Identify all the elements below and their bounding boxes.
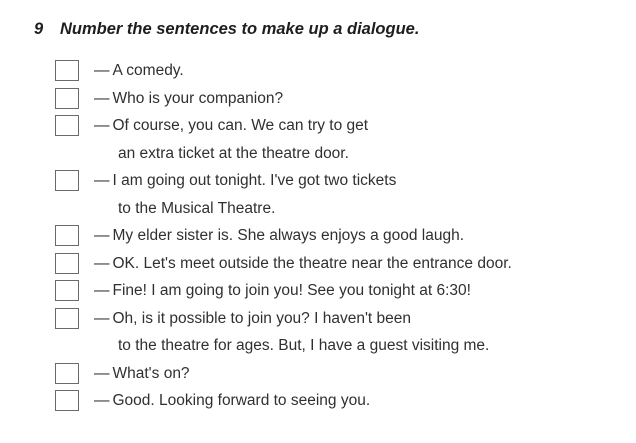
- sentence-line: [94, 167, 512, 195]
- exercise-heading: [34, 20, 419, 39]
- sentence-line: [94, 250, 512, 278]
- exercise-instruction: Number the sentences to make up a dialogue.: [60, 20, 420, 38]
- answer-box[interactable]: [55, 88, 79, 109]
- dash: —: [94, 172, 110, 189]
- dialogue-item: [55, 85, 512, 113]
- dash: —: [94, 282, 110, 299]
- dash: —: [94, 117, 110, 134]
- dialogue-item: [55, 305, 512, 360]
- sentence-text: Good. Looking forward to seeing you.: [112, 392, 371, 409]
- dash: —: [94, 392, 110, 409]
- sentence-line: [94, 222, 512, 250]
- sentence-text: My elder sister is. She always enjoys a good laugh.: [112, 227, 465, 244]
- answer-box[interactable]: [55, 363, 79, 384]
- answer-box[interactable]: [55, 170, 79, 191]
- dash: —: [94, 89, 110, 107]
- dash: —: [94, 227, 110, 244]
- sentence-line: [94, 360, 512, 388]
- sentence-text: Of course, you can. We can try to get: [112, 117, 369, 134]
- answer-box[interactable]: [55, 280, 79, 301]
- dialogue-list: [55, 57, 512, 415]
- sentence-line: [94, 85, 512, 113]
- sentence-text: Oh, is it possible to join you? I haven't been: [112, 309, 412, 327]
- dialogue-item: [55, 360, 512, 388]
- answer-box[interactable]: [55, 60, 79, 81]
- sentence-line: [94, 387, 512, 415]
- exercise-number: 9: [34, 20, 44, 38]
- answer-box[interactable]: [55, 308, 79, 329]
- dialogue-item: [55, 112, 512, 167]
- answer-box[interactable]: [55, 390, 79, 411]
- sentence-text: A comedy.: [112, 62, 184, 79]
- sentence-line: [94, 305, 512, 333]
- sentence-text: Fine! I am going to join you! See you tonight at 6:30!: [112, 282, 471, 299]
- dialogue-item: [55, 277, 512, 305]
- sentence-line: [94, 57, 512, 85]
- sentence-text: What's on?: [112, 364, 190, 382]
- sentence-text: OK. Let's meet outside the theatre near the entrance door.: [112, 254, 512, 272]
- answer-box[interactable]: [55, 253, 79, 274]
- dialogue-item: [55, 57, 512, 85]
- dash: —: [94, 309, 110, 327]
- sentence-line-continued: an extra ticket at the theatre door.: [118, 144, 349, 162]
- answer-box[interactable]: [55, 225, 79, 246]
- dash: —: [94, 364, 110, 382]
- sentence-line-continued: to the Musical Theatre.: [118, 199, 276, 217]
- sentence-line-continued: to the theatre for ages. But, I have a guest visiting me.: [118, 337, 490, 354]
- dialogue-item: [55, 222, 512, 250]
- dash: —: [94, 62, 110, 79]
- sentence-line: [94, 112, 512, 140]
- dash: —: [94, 254, 110, 272]
- sentence-text: I am going out tonight. I've got two tickets: [112, 172, 397, 189]
- answer-box[interactable]: [55, 115, 79, 136]
- dialogue-item: [55, 387, 512, 415]
- dialogue-item: [55, 167, 512, 222]
- sentence-text: Who is your companion?: [112, 89, 284, 107]
- dialogue-item: [55, 250, 512, 278]
- sentence-line: [94, 277, 512, 305]
